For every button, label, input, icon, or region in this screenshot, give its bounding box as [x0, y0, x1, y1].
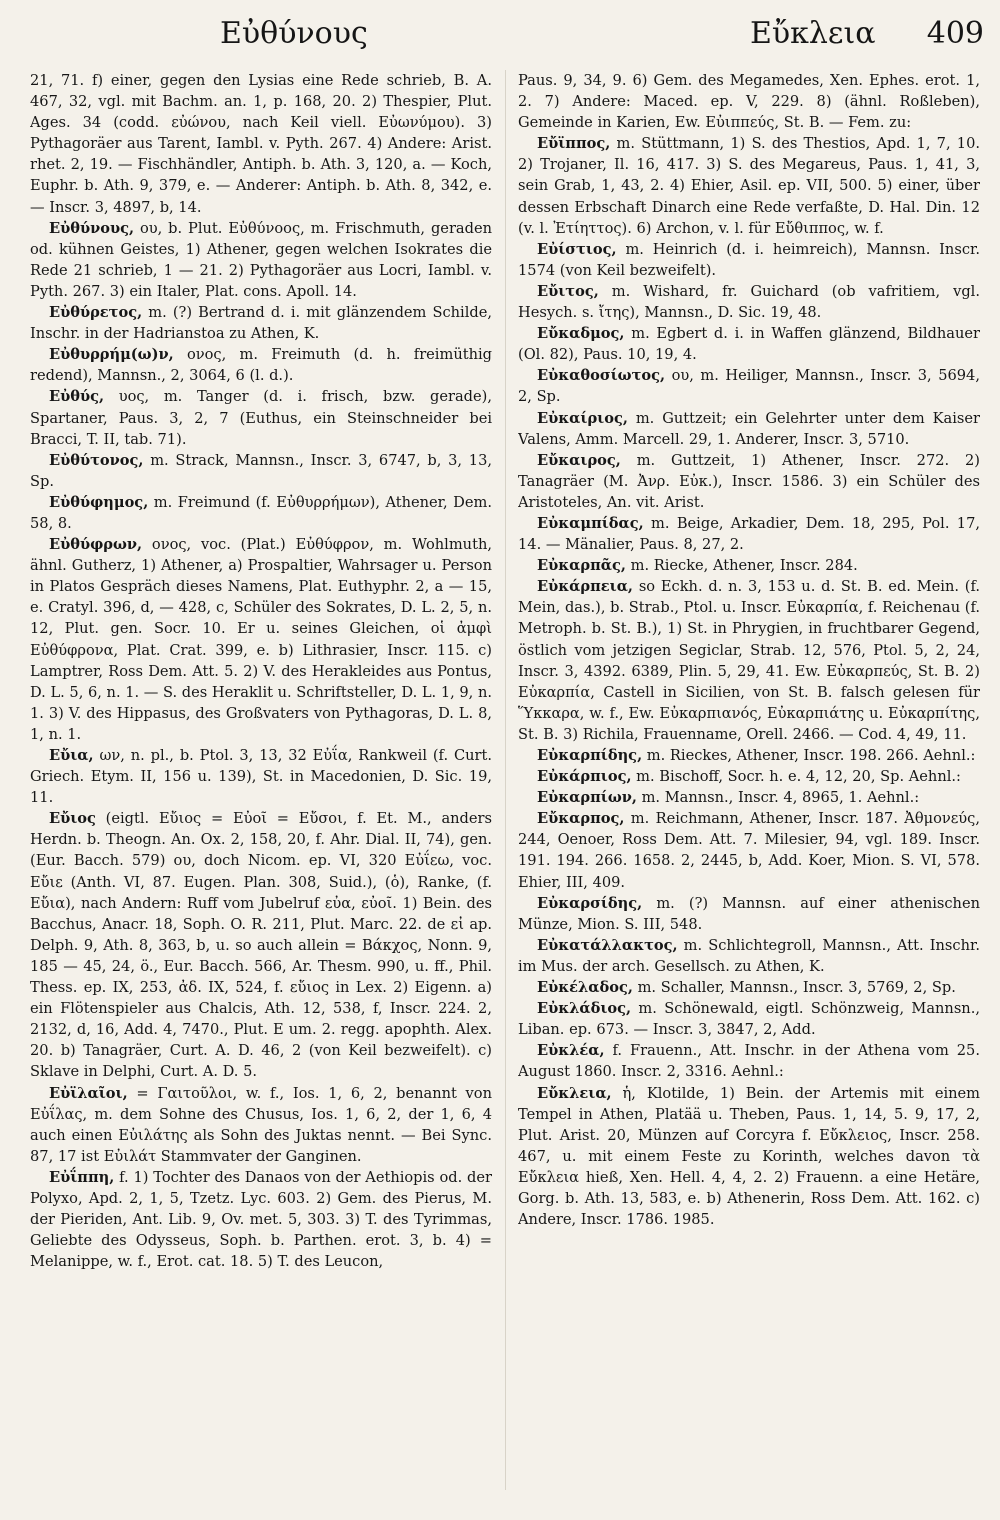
entry-headword: Εὐκατάλλακτος,	[536, 936, 678, 954]
entry-text: ονος, m. Freimuth (d. h. freimüthig redend), Mannsn., 2, 3064, 6 (l. d.).	[30, 346, 492, 385]
entry-text: (eigtl. Εὔιος = Εὐοῖ = Εὔσοι, f. Et. M., anders Herdn. b. Theogn. An. Ox. 2, 158, 20, f. Ahr. Dial. II, 74), gen. (Eur. Bacch. 579) ου, doch Nicom. ep. VI, 320 Εὐΐεω, voc. Εὔιε (Anth. VI, 87. Eugen. Plan. 308, Suid.), (ὁ), Ranke, (f. Εὔια), nach Andern: Ruff vom Jubelruf εὐα, εὐοῖ. 1) Bein. des Bacchus, Anacr. 18, Soph. O. R. 211, Plut. Marc. 22. de εἰ ap. Delph. 9, Ath. 8, 363, b, u. so auch allein = Βάκχος, Nonn. 9, 185 — 45, 24, ö., Eur. Bacch. 566, Ar. Thesm. 990, u. ff., Phil. Thess. ep. IX, 253, ἀδ. IX, 524, f. εὔιος in Lex. 2) Eigenn. a) ein Flötenspieler aus Chalcis, Ath. 12, 538, f, Inscr. 224. 2, 2132, d, 16, Add. 4, 7470., Plut. E um. 2. regg. apophth. Alex. 20. b) Tanagräer, Curt. A. D. 46, 2 (von Keil bezweifelt). c) Sklave in Delphi, Curt. A. D. 5.	[30, 810, 492, 1081]
dictionary-entry	[518, 133, 980, 238]
entry-text: f. 1) Tochter des Danaos von der Aethiopis od. der Polyxo, Apd. 2, 1, 5, Tzetz. Lyc. 603. 2) Gem. des Pierus, M. der Pieriden, Ant. Lib. 9, Ov. met. 5, 303. 3) T. des Tyrimmas, Geliebte des Odysseus, Soph. b. Parthen. erot. 3, b. 4) = Melanippe, w. f., Erot. cat. 18. 5) T. des Leucon,	[30, 1168, 492, 1271]
dictionary-entry	[518, 745, 980, 766]
entry-headword: Εὔκλεια,	[536, 1084, 612, 1102]
dictionary-entry	[518, 787, 980, 808]
entry-headword: Εὔια,	[48, 747, 94, 764]
dictionary-entry	[518, 998, 980, 1040]
entry-headword: Εὐκλάδιος,	[536, 1000, 632, 1018]
dictionary-entry	[518, 450, 980, 513]
entry-text: = Γαιτοῦλοι, w. f., Ios. 1, 6, 2, benannt von Εὐΐλας, m. dem Sohne des Chusus, Ios. 1, 6, 2, der 1, 6, 4 auch einen Εὐιλάτης als Sohn des Juktas nennt. — Bei Sync. 87, 17 ist Εὐιλάτ Stammvater der Ganginen.	[30, 1084, 492, 1165]
dictionary-entry	[518, 893, 980, 935]
entry-text: m. Stüttmann, 1) S. des Thestios, Apd. 1, 7, 10. 2) Trojaner, Il. 16, 417. 3) S. des Megareus, Paus. 1, 41, 3, sein Grab, 1, 43, 2. 4) Ehier, Asil. ep. VII, 500. 5) einer, über dessen Erbschaft Dinarch eine Rede verfaßte, D. Hal. Din. 12 (v. l. Ἐτίηττος). 6) Archon, v. l. für Εὔθιππος, w. f.	[518, 135, 980, 237]
entry-headword: Εὐκαμπίδας,	[536, 514, 644, 532]
entry-headword: Εὐΐππη,	[48, 1168, 115, 1186]
entry-text: ου, m. Heiliger, Mannsn., Inscr. 3, 5694, 2, Sp.	[518, 367, 980, 406]
entry-text: so Eckh. d. n. 3, 153 u. d. St. B. ed. Mein. (f. Mein, das.), b. Strab., Ptol. u. Inscr. Εὐκαρπία, f. Reichenau (f. Metroph. b. St. B.), 1) St. in Phrygien, in fruchtbarer Gegend, östlich vom jetzigen Segiclar, Strab. 12, 576, Ptol. 5, 2, 24, Inscr. 3, 4392. 6389, Plin. 5, 29, 41. Ew. Εὐκαρπεύς, St. B. 2) Εὐκαρπία, Castell in Sicilien, von St. B. falsch gelesen für Ὕκκαρα, w. f., Ew. Εὐκαρπιανός, Εὐκαρπιάτης u. Εὐκαρπίτης, St. B. 3) Richila, Frauenname, Orell. 2466. — Cod. 4, 49, 11.	[518, 578, 980, 743]
entry-headword: Εὐκάρπιος,	[536, 768, 632, 786]
entry-headword: Εὐκάρπεια,	[536, 578, 634, 596]
entry-headword: Εὔϊππος,	[536, 135, 611, 153]
entry-text: Paus. 9, 34, 9. 6) Gem. des Megamedes, Xen. Ephes. erot. 1, 2. 7) Andere: Maced. ep. V, 229. 8) (ähnl. Roßleben), Gemeinde in Karien, Ew. Εὐιππεύς, St. B. — Fem. zu:	[518, 72, 980, 132]
entry-headword: Εὔκαδμος,	[536, 325, 625, 343]
dictionary-entry	[30, 1083, 492, 1167]
dictionary-entry	[518, 365, 980, 407]
entry-text: m. Egbert d. i. in Waffen glänzend, Bildhauer (Ol. 82), Paus. 10, 19, 4.	[518, 325, 980, 364]
entry-text: m. Schaller, Mannsn., Inscr. 3, 5769, 2, Sp.	[632, 979, 956, 997]
dictionary-entry	[30, 218, 492, 302]
entry-text: m. (?) Bertrand d. i. mit glänzendem Schilde, Inschr. in der Hadrianstoa zu Athen, K.	[30, 304, 492, 343]
dictionary-entry	[518, 281, 980, 323]
right-running-head: Εὔκλεια	[750, 16, 876, 51]
entry-headword: Εὐκαίριος,	[536, 409, 628, 427]
entry-headword: Εὐϊλαῖοι,	[48, 1084, 128, 1102]
column-divider	[505, 70, 506, 1490]
entry-text: m. Beige, Arkadier, Dem. 18, 295, Pol. 17, 14. — Mänalier, Paus. 8, 27, 2.	[518, 514, 980, 554]
entry-headword: Εὐκαρσίδης,	[536, 894, 643, 912]
entry-headword: Εὔκαιρος,	[536, 451, 621, 469]
entry-text: m. (?) Mannsn. auf einer athenischen Münze, Mion. S. III, 548.	[518, 894, 980, 933]
dictionary-entry	[30, 808, 492, 1082]
dictionary-entry	[518, 323, 980, 365]
entry-text: m. Schönewald, eigtl. Schönzweig, Mannsn., Liban. ep. 673. — Inscr. 3, 3847, 2, Add.	[518, 1000, 980, 1039]
entry-headword: Εὐκαρπίδης,	[536, 747, 643, 764]
entry-headword: Εὐκαρπᾶς,	[536, 557, 626, 575]
entry-headword: Εὐθύς,	[48, 388, 105, 406]
dictionary-entry	[518, 555, 980, 576]
dictionary-entry	[518, 808, 980, 892]
entry-text: ου, b. Plut. Εὐθύνοος, m. Frischmuth, geraden od. kühnen Geistes, 1) Athener, gegen welchen Isokrates die Rede 21 schrieb, 1 — 21. 2) Pythagoräer aus Locri, Iambl. v. Pyth. 267. 3) ein Italer, Plat. cons. Apoll. 14.	[30, 219, 492, 300]
entry-headword: Εὔιτος,	[536, 282, 599, 300]
entry-text: m. Heinrich (d. i. heimreich), Mannsn. Inscr. 1574 (von Keil bezweifelt).	[518, 240, 980, 279]
entry-headword: Εὐκαθοσίωτος,	[536, 367, 666, 385]
entry-headword: Εὐθυρρήμ(ω)ν,	[48, 346, 174, 364]
dictionary-entry	[30, 344, 492, 386]
dictionary-entry	[30, 492, 492, 534]
dictionary-entry	[518, 977, 980, 998]
entry-text: m. Guttzeit, 1) Athener, Inscr. 272. 2) Tanagräer (M. Ἀνρ. Εὐκ.), Inscr. 1586. 3) ein Schüler des Aristoteles, An. vit. Arist.	[518, 451, 980, 511]
page-header	[30, 14, 984, 58]
dictionary-entry	[518, 1040, 980, 1082]
dictionary-entry	[518, 576, 980, 745]
entry-text: m. Freimund (f. Εὐθυρρήμων), Athener, Dem. 58, 8.	[30, 493, 492, 532]
dictionary-entry	[518, 935, 980, 977]
entry-text: m. Bischoff, Socr. h. e. 4, 12, 20, Sp. Aehnl.:	[631, 768, 961, 786]
dictionary-entry	[518, 408, 980, 450]
dictionary-entry	[30, 386, 492, 449]
dictionary-entry	[518, 1083, 980, 1231]
entry-text: m. Strack, Mannsn., Inscr. 3, 6747, b, 3, 13, Sp.	[30, 451, 492, 490]
entry-headword: Εὐίστιος,	[536, 240, 617, 258]
dictionary-entry	[30, 70, 492, 218]
entry-headword: Εὐθύφρων,	[48, 536, 143, 554]
entry-text: f. Frauenn., Att. Inschr. in der Athena vom 25. August 1860. Inscr. 2, 3316. Aehnl.:	[518, 1042, 980, 1081]
entry-headword: Εὐκαρπίων,	[536, 789, 637, 807]
dictionary-entry	[518, 513, 980, 555]
entry-headword: Εὔιος	[48, 810, 96, 828]
entry-text: ἡ, Klotilde, 1) Bein. der Artemis mit einem Tempel in Athen, Platää u. Theben, Paus. 1, 14, 5. 9, 17, 2, Plut. Arist. 20, Münzen auf Corcyra f. Εὔκλειος, Inscr. 258. 467, u. mit einem Feste zu Korinth, welches davon τὰ Εὔκλεια hieß, Xen. Hell. 4, 4, 2. 2) Frauenn. a eine Hetäre, Gorg. b. Ath. 13, 583, e. b) Athenerin, Ross Dem. Att. 162. c) Andere, Inscr. 1786. 1985.	[518, 1084, 980, 1229]
dictionary-entry	[30, 1167, 492, 1272]
entry-text: m. Rieckes, Athener, Inscr. 198. 266. Aehnl.:	[642, 747, 976, 764]
entry-headword: Εὐκλέα,	[536, 1042, 605, 1060]
entry-text: ονος, voc. (Plat.) Εὐθύφρον, m. Wohlmuth, ähnl. Gutherz, 1) Athener, a) Prospaltier, Wahrsager u. Person in Platos Gespräch dieses Namens, Plat. Euthyphr. 2, a — 15, e. Cratyl. 396, d, — 428, c, Schüler des Sokrates, D. L. 2, 5, n. 12, Plut. gen. Socr. 10. Er u. seines Gleichen, οἱ ἀμφὶ Εὐθύφρονα, Plat. Crat. 399, e. b) Lithrasier, Inscr. 115. c) Lamptrer, Ross Dem. Att. 5. 2) V. des Herakleides aus Pontus, D. L. 5, 6, n. 1. — S. des Heraklit u. Schriftsteller, D. L. 1, 9, n. 1. 3) V. des Hippasus, des Großvaters von Pythagoras, D. L. 8, 1, n. 1.	[30, 536, 492, 743]
left-running-head: Εὐθύνους	[220, 16, 368, 51]
entry-headword: Εὐθύφημος,	[48, 493, 149, 511]
dictionary-entry	[30, 745, 492, 808]
entry-text: m. Wishard, fr. Guichard (ob vafritiem, vgl. Hesych. s. ἴτης), Mannsn., D. Sic. 19, 48.	[518, 282, 980, 322]
dictionary-entry	[518, 239, 980, 281]
entry-text: υος, m. Tanger (d. i. frisch, bzw. gerade), Spartaner, Paus. 3, 2, 7 (Euthus, ein Steinschneider bei Bracci, T. II, tab. 71).	[30, 388, 492, 448]
left-column	[30, 70, 492, 1510]
dictionary-entry	[518, 766, 980, 787]
entry-headword: Εὐθύνους,	[48, 219, 135, 237]
entry-text: m. Schlichtegroll, Mannsn., Att. Inschr. im Mus. der arch. Gesellsch. zu Athen, K.	[518, 936, 980, 975]
entry-text: m. Reichmann, Athener, Inscr. 187. Ἀθμονεύς, 244, Oenoer, Ross Dem. Att. 7. Milesier, 94, vgl. 189. Inscr. 191. 194. 266. 1658. 2, 2445, b, Add. Koer, Mion. S. VI, 578. Ehier, III, 409.	[518, 810, 980, 891]
entry-headword: Εὐθύτονος,	[48, 451, 144, 469]
dictionary-entry	[30, 302, 492, 344]
dictionary-entry	[30, 450, 492, 492]
entry-headword: Εὐθύρετος,	[48, 304, 143, 322]
entry-headword: Εὐκέλαδος,	[536, 979, 633, 997]
page-number: 409	[926, 16, 984, 51]
right-column	[518, 70, 980, 1510]
entry-text: m. Riecke, Athener, Inscr. 284.	[625, 557, 858, 575]
entry-headword: Εὔκαρπος,	[536, 810, 625, 828]
dictionary-entry	[518, 70, 980, 133]
entry-text: 21, 71. f) einer, gegen den Lysias eine Rede schrieb, B. A. 467, 32, vgl. mit Bachm. an. 1, p. 168, 20. 2) Thespier, Plut. Ages. 34 (codd. εὐώνου, nach Keil viell. Εὐωνύμου). 3) Pythagoräer aus Tarent, Iambl. v. Pyth. 267. 4) Andere: Arist. rhet. 2, 19. — Fischhändler, Antiph. b. Ath. 3, 120, a. — Koch, Euphr. b. Ath. 9, 379, e. — Anderer: Antiph. b. Ath. 8, 342, e. — Inscr. 3, 4897, b, 14.	[30, 72, 492, 216]
dictionary-entry	[30, 534, 492, 745]
entry-text: m. Guttzeit; ein Gelehrter unter dem Kaiser Valens, Amm. Marcell. 29, 1. Anderer, Inscr. 3, 5710.	[518, 409, 980, 448]
entry-text: ων, n. pl., b. Ptol. 3, 13, 32 Εὐΐα, Rankweil (f. Curt. Griech. Etym. II, 156 u. 139), St. in Macedonien, D. Sic. 19, 11.	[30, 747, 492, 807]
entry-text: m. Mannsn., Inscr. 4, 8965, 1. Aehnl.:	[636, 789, 920, 807]
